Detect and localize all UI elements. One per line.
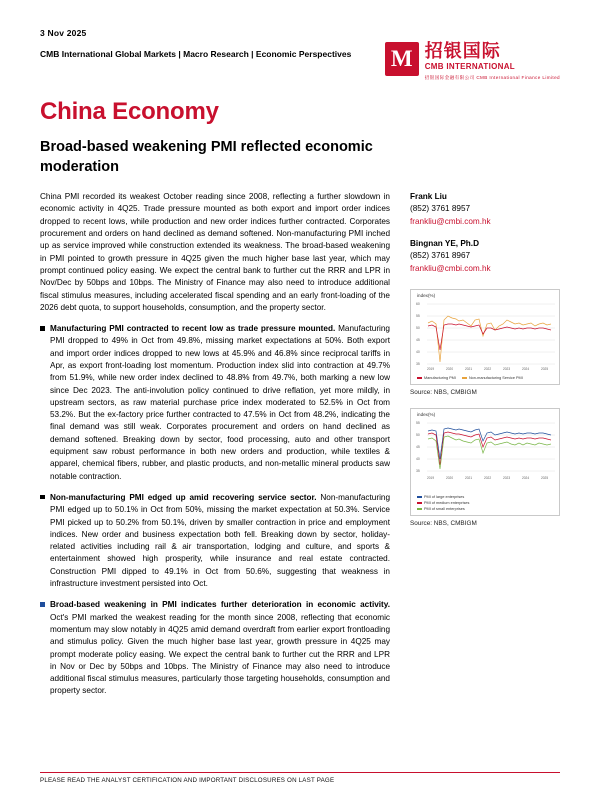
logo-english-name: CMB INTERNATIONAL [424, 62, 515, 71]
logo-mark-icon [385, 42, 419, 76]
svg-text:2025: 2025 [541, 475, 549, 480]
legend-swatch-icon [417, 496, 422, 498]
svg-text:35: 35 [416, 361, 420, 366]
page-subtitle: Broad-based weakening PMI reflected economic moderation [40, 139, 373, 175]
svg-text:50: 50 [416, 432, 420, 437]
logo-text [425, 42, 560, 82]
svg-text:2019: 2019 [427, 475, 435, 480]
legend-label: Non-manufacturing Service PMI [468, 375, 523, 380]
bullet-square-icon [40, 492, 50, 590]
summary-paragraph: China PMI recorded its weakest October reading since 2008, reflecting a further slowdown in economic activity in 4Q25. Trade pressure mounted as both export and import order indices dropped to recent lows, while production and new order indices further contracted. Corporates procurement and orders on hand declined as demand softened. Non-manufacturing PMI inched up as service improved while construction extended its weakness. The broad-based weakening in PMI pointed to growth pressure in 4Q25 given the much higher base last year, which may prompt continued policy easing. We expect the central bank to further cut the RRR and LPR in Nov/Dec by 50bps and 10bps. The Ministry of Finance may also need to introduce additional fiscal stimulus measures, including accelerated fiscal spending and an early front-loading of the 2026 debt quota, to support households, consumption, and the property sector. [40, 192, 390, 312]
legend-label: Manufacturing PMI [424, 375, 456, 380]
svg-text:40: 40 [416, 349, 420, 354]
svg-text:2025: 2025 [541, 366, 549, 371]
svg-text:45: 45 [416, 337, 420, 342]
bullet-lead: Broad-based weakening in PMI indicates further deterioration in economic activity. [50, 600, 390, 610]
svg-text:2022: 2022 [484, 366, 492, 371]
svg-text:2022: 2022 [484, 475, 492, 480]
legend-swatch-icon [417, 377, 422, 379]
footer-disclaimer: PLEASE READ THE ANALYST CERTIFICATION AND IMPORTANT DISCLOSURES ON LAST PAGE [40, 772, 560, 784]
legend-label: PMI of large enterprises [424, 494, 465, 499]
analyst-name: Bingnan YE, Ph.D [410, 239, 479, 249]
svg-text:2021: 2021 [465, 366, 473, 371]
legend-swatch-icon [462, 377, 467, 379]
svg-text:55: 55 [416, 313, 420, 318]
analyst-phone: (852) 3761 8957 [410, 204, 471, 214]
analyst-email[interactable]: frankliu@cmbi.com.hk [410, 216, 491, 226]
svg-text:2021: 2021 [465, 475, 473, 480]
svg-text:2020: 2020 [446, 366, 454, 371]
list-item [40, 492, 390, 590]
bullet-body [50, 492, 390, 590]
list-item [40, 323, 390, 483]
svg-text:2019: 2019 [427, 366, 435, 371]
department-line: CMB International Global Markets | Macro Research | Economic Perspectives [40, 49, 352, 59]
bullet-rest: Oct's PMI marked the weakest reading for the month since 2008, reflecting that economic momentum may slow notably in 4Q25 amid demand overdraft from earlier export frontloading and stimulus policy. Given the much higher base last year, growth pressure in 4Q25 may prompt moderate policy easing. We expect the central bank to further cut the RRR and LPR in Nov or Dec by 50bps and 10bps. The Ministry of Finance may also need to introduce additional fiscal stimulus measures, particularly those targeting households, consumption and property sector. [50, 612, 390, 696]
analyst-name: Frank Liu [410, 192, 447, 202]
analyst-phone: (852) 3761 8967 [410, 251, 471, 261]
legend-label: PMI of medium enterprises [424, 500, 470, 505]
body-columns [40, 191, 560, 707]
svg-text:35: 35 [416, 468, 420, 473]
header-row [40, 41, 560, 82]
svg-text:45: 45 [416, 444, 420, 449]
chart-legend [417, 375, 555, 381]
legend-label: PMI of small enterprises [424, 506, 465, 511]
list-item [40, 599, 390, 697]
logo-subtitle: 招银国际金融有限公司 CMB International Finance Limited [424, 75, 560, 80]
analyst-block [410, 238, 560, 275]
bullet-square-icon [40, 323, 50, 483]
bullet-body [50, 323, 390, 483]
legend-swatch-icon [417, 502, 422, 504]
chart-unit-label: index(%) [417, 292, 436, 298]
chart-unit-label: index(%) [417, 411, 436, 417]
svg-text:50: 50 [416, 325, 420, 330]
svg-text:2024: 2024 [522, 366, 530, 371]
sidebar-column [390, 191, 560, 707]
svg-text:2020: 2020 [446, 475, 454, 480]
logo-letter: M [390, 46, 413, 71]
chart-svg [411, 290, 559, 384]
chart-legend [417, 494, 555, 512]
svg-text:55: 55 [416, 420, 420, 425]
chart-source: Source: NBS, CMBIGM [410, 388, 477, 396]
cmb-international-logo [385, 42, 560, 82]
analyst-email[interactable]: frankliu@cmbi.com.hk [410, 263, 491, 273]
publication-date: 3 Nov 2025 [40, 28, 87, 38]
bullet-lead: Non-manufacturing PMI edged up amid recovering service sector. [50, 492, 317, 502]
main-column [40, 191, 390, 707]
svg-text:40: 40 [416, 456, 420, 461]
logo-chinese-name: 招银国际 [424, 41, 501, 61]
svg-text:60: 60 [416, 301, 420, 306]
chart-source: Source: NBS, CMBIGM [410, 519, 477, 527]
page-title: China Economy [40, 98, 219, 125]
chart-pmi-by-enterprise-size [410, 408, 560, 516]
analyst-block [410, 191, 560, 228]
bullet-rest: Non-manufacturing PMI edged up to 50.1% in Oct from 50%, missing the market expectation at 50.3%. Service PMI picked up to 50.2% from 50.1%, driven by smaller contraction in price and employment indices. New order and business expectation both fell. Breaking down by sector, holiday-related activities including rail & air transportation, lodging and culture, and sports & entertainment showed high prosperity, while insurance and real estate contracted. Construction PMI dipped to 49.1% in Oct from 50.6%, suggesting that weakness in infrastructure investment persisted into Oct. [50, 492, 391, 589]
chart-pmi-manufacturing-vs-service [410, 289, 560, 385]
svg-text:2024: 2024 [522, 475, 530, 480]
bullet-square-icon [40, 599, 50, 697]
bullet-lead: Manufacturing PMI contracted to recent low as trade pressure mounted. [50, 324, 336, 334]
svg-text:2023: 2023 [503, 475, 511, 480]
legend-swatch-icon [417, 508, 422, 510]
svg-text:2023: 2023 [503, 366, 511, 371]
bullet-body [50, 599, 390, 697]
bullet-rest: Manufacturing PMI dropped to 49% in Oct from 49.8%, missing market expectations at 50%. Both export and import order indices dropped to new lows at 45.9% and 46.8% since reciprocal tariffs in Apr, as export front-loading lost momentum. Production index slid into contraction at 49.7% from 51.9%, while new order index declined to 48.8% from 49.7%, both marking a new low since Dec 2023. The anti-involution policy continued to drive reflation, yet more mildly, in upstream sectors, as raw material purchase price index moderated to 52.5% in Oct from 53.2%. But the ex-factory price further contracted to 47.5% in Oct from 48.2%, indicating the final demand was still weak. Corporates procurement and orders on hand declined as demand softened. Breaking down by sector, food processing, auto and other transport equipment saw robust performance in both new orders and production, while textiles & apparel, chemical fibers, rubber, and plastic products, and non-metallic mineral products saw notable contraction. [50, 324, 390, 481]
page-content [40, 28, 560, 707]
